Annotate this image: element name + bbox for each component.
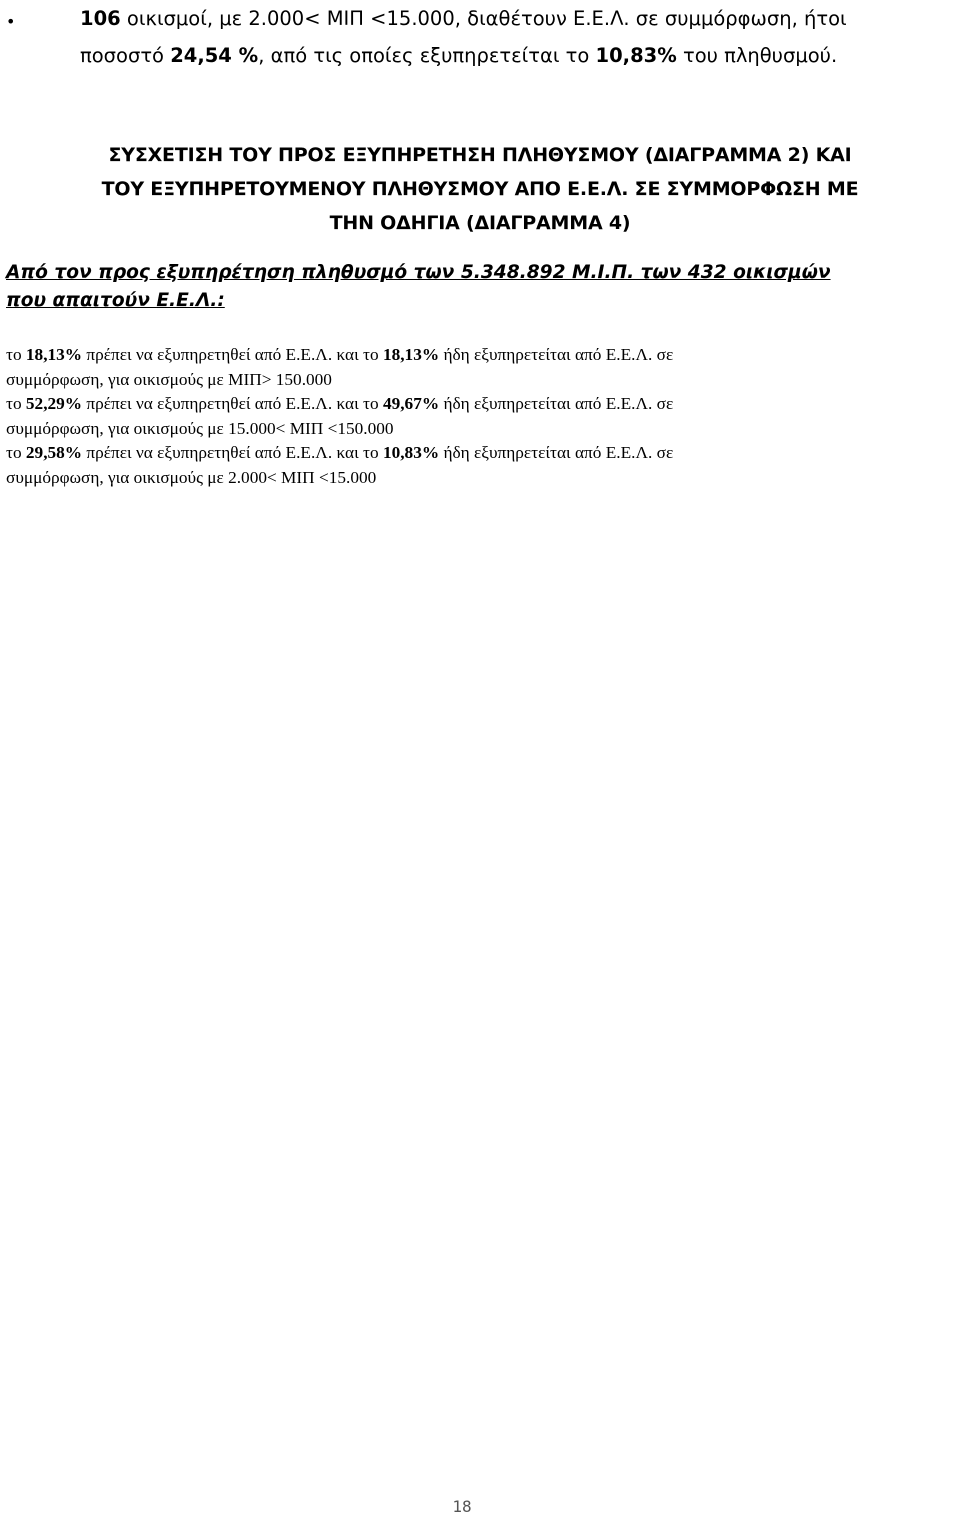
item-text: πρέπει να εξυπηρετηθεί από Ε.Ε.Λ. και το: [82, 345, 383, 364]
section-heading: [0, 138, 960, 240]
statistic-item-2-line-2: συμμόρφωση, για οικισμούς με 15.000< ΜΙΠ <150.000: [6, 418, 394, 438]
statistic-item-2-line-1: [6, 392, 956, 417]
bullet-dot-icon: •: [6, 12, 16, 31]
heading-line-1: ΣΥΣΧΕΤΙΣΗ ΤΟΥ ΠΡΟΣ ΕΞΥΠΗΡΕΤΗΣΗ ΠΛΗΘΥΣΜΟΥ (ΔΙΑΓΡΑΜΜΑ 2) ΚΑΙ: [108, 144, 852, 166]
heading-line-3: ΤΗΝ ΟΔΗΓΙΑ (ΔΙΑΓΡΑΜΜΑ 4): [329, 212, 631, 234]
bullet-line-2-text-a: ποσοστό: [80, 44, 171, 67]
percentage-settlements: 24,54 %: [170, 44, 259, 67]
percentage-population-served: 10,83%: [595, 44, 677, 67]
item-text: το: [6, 443, 26, 462]
item-text: ήδη εξυπηρετείται από Ε.Ε.Λ. σε: [439, 443, 674, 462]
percentage-served: 18,13%: [382, 345, 440, 364]
percentage-required: 29,58%: [25, 443, 83, 462]
heading-line-2: ΤΟΥ ΕΞΥΠΗΡΕΤΟΥΜΕΝΟΥ ΠΛΗΘΥΣΜΟΥ ΑΠΟ Ε.Ε.Λ. ΣΕ ΣΥΜΜΟΡΦΩΣΗ ΜΕ: [101, 178, 859, 200]
page-number: 18: [452, 1497, 472, 1516]
item-text: το: [6, 394, 26, 413]
percentage-required: 52,29%: [25, 394, 83, 413]
item-text: το: [6, 345, 26, 364]
item-text: πρέπει να εξυπηρετηθεί από Ε.Ε.Λ. και το: [82, 394, 383, 413]
bullet-line-2-text-b: , από τις οποίες εξυπηρετείται το: [258, 44, 596, 67]
statistic-item-3-line-1: [6, 441, 956, 466]
subheading-line-1: Από τον προς εξυπηρέτηση πληθυσμό των 5.348.892 Μ.Ι.Π. των 432 οικισμών: [6, 262, 831, 283]
bullet-line-1: [80, 5, 847, 32]
statistic-item-3-line-2: συμμόρφωση, για οικισμούς με 2.000< ΜΙΠ <15.000: [6, 467, 377, 487]
settlement-count: 106: [80, 7, 121, 30]
item-text: ήδη εξυπηρετείται από Ε.Ε.Λ. σε: [439, 394, 674, 413]
statistics-list: [6, 343, 956, 490]
statistic-item-1-line-1: [6, 343, 956, 368]
subheading: [6, 259, 956, 315]
bullet-line-2: [80, 42, 837, 69]
item-text: ήδη εξυπηρετείται από Ε.Ε.Λ. σε: [439, 345, 674, 364]
bullet-line-2-text-c: του πληθυσμού.: [676, 44, 838, 67]
bullet-line-1-text: οικισμοί, με 2.000< ΜΙΠ <15.000, διαθέτουν Ε.Ε.Λ. σε συμμόρφωση, ήτοι: [120, 7, 847, 30]
subheading-line-2: που απαιτούν Ε.Ε.Λ.:: [6, 290, 225, 311]
percentage-served: 10,83%: [382, 443, 440, 462]
percentage-served: 49,67%: [382, 394, 440, 413]
percentage-required: 18,13%: [25, 345, 83, 364]
item-text: πρέπει να εξυπηρετηθεί από Ε.Ε.Λ. και το: [82, 443, 383, 462]
statistic-item-1-line-2: συμμόρφωση, για οικισμούς με ΜΙΠ> 150.000: [6, 369, 332, 389]
